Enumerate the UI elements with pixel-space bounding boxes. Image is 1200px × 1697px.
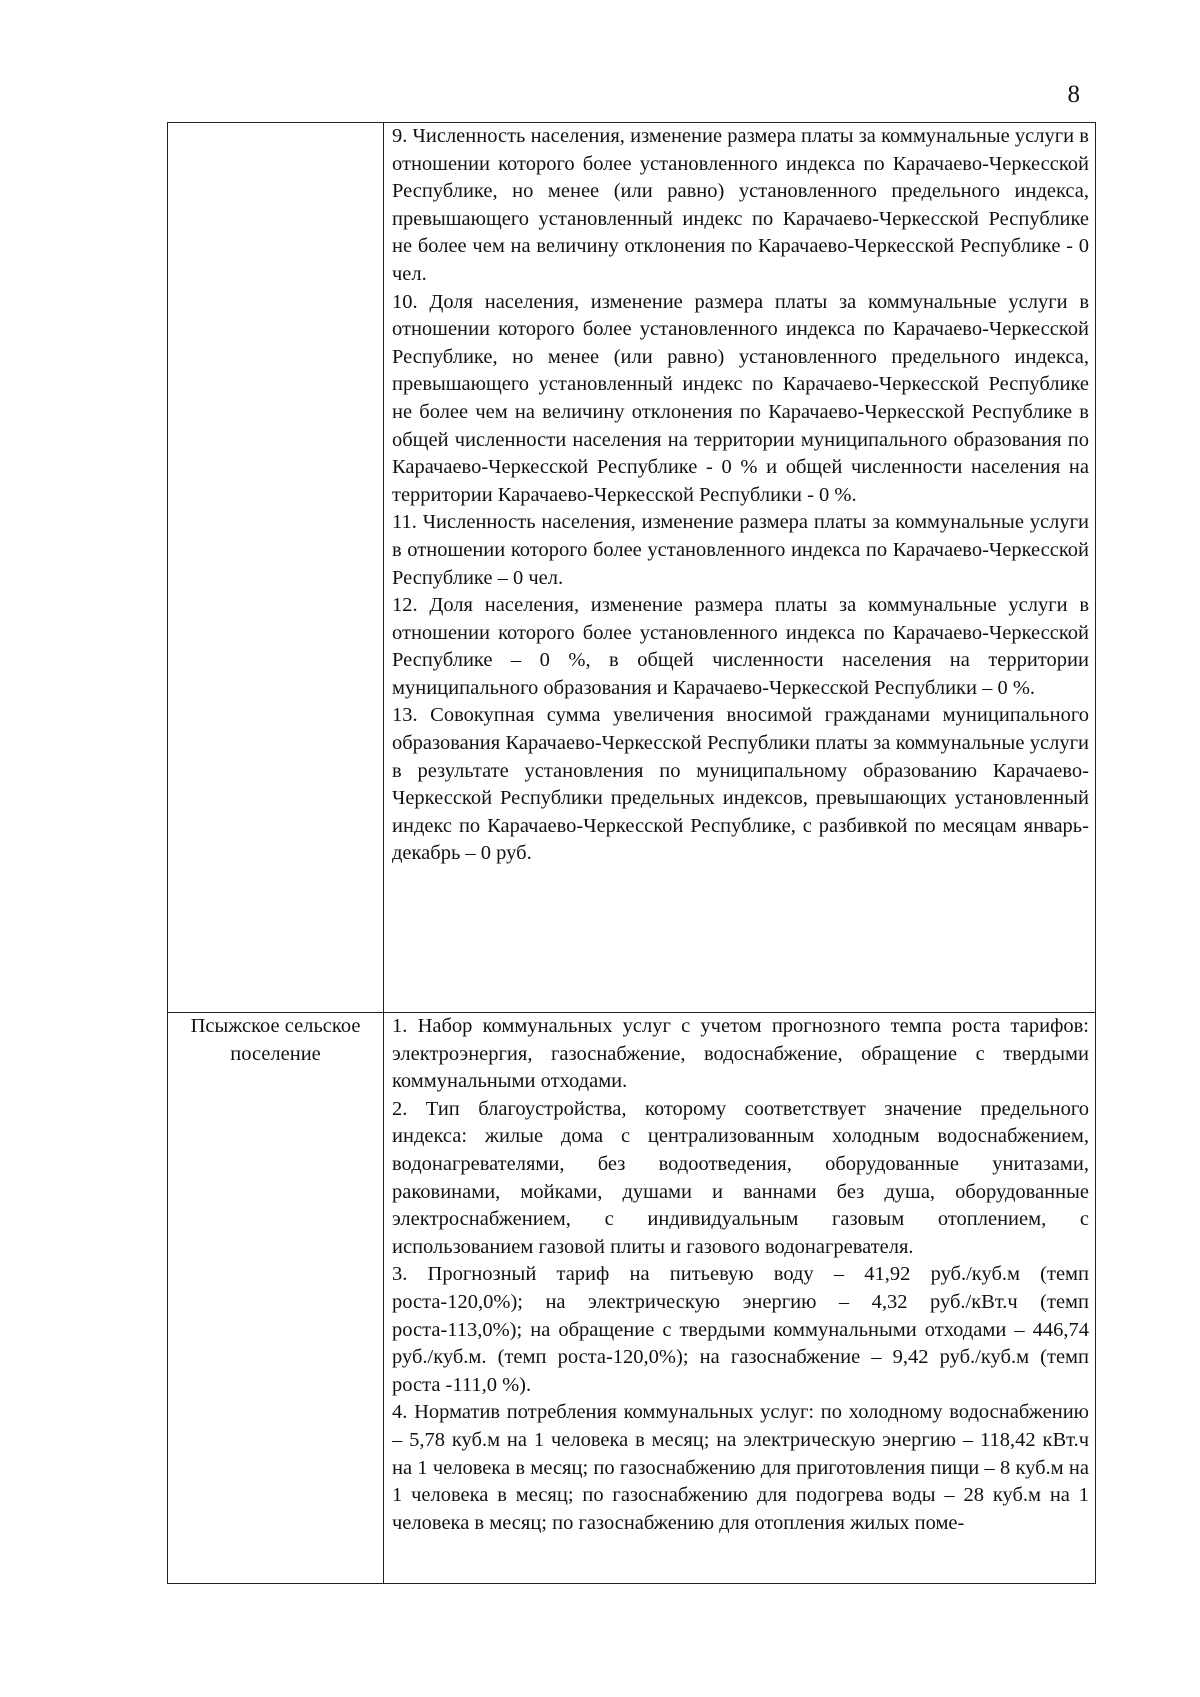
list-item: 13. Совокупная сумма увеличения вносимой гражданами муниципального образования Карачаево-Черкесской Республики платы за коммунальные услуги в результате установления по муниципальному образованию Карачаево-Черкесской Республики предельных индексов, превышающих установленный индекс по Карачаево-Черкесской Республике, с разбивкой по месяцам январь-декабрь – 0 руб. bbox=[392, 704, 1089, 865]
list-item: 11. Численность населения, изменение размера платы за коммунальные услуги в отношении которого более установленного индекса по Карачаево-Черкесской Республике – 0 чел. bbox=[392, 511, 1089, 589]
indicators-table bbox=[167, 122, 1096, 1584]
municipality-cell: Псыжское сельское поселение bbox=[168, 1013, 384, 1584]
indicators-cell bbox=[384, 123, 1096, 1013]
table-row bbox=[168, 1013, 1096, 1584]
list-item: 12. Доля населения, изменение размера платы за коммунальные услуги в отношении которого более установленного индекса по Карачаево-Черкесской Республике – 0 %, в общей численности населения на территории муниципального образования и Карачаево-Черкесской Республики – 0 %. bbox=[392, 594, 1089, 699]
list-item: 4. Норматив потребления коммунальных услуг: по холодному водоснабжению – 5,78 куб.м на 1 человека в месяц; на электрическую энергию – 118,42 кВт.ч на 1 человека в месяц; по газоснабжению для приготовления пищи – 8 куб.м на 1 человека в месяц; по газоснабжению для подогрева воды – 28 куб.м на 1 человека в месяц; по газоснабжению для отопления жилых поме- bbox=[392, 1401, 1089, 1534]
list-item: 3. Прогнозный тариф на питьевую воду – 41,92 руб./куб.м (темп роста-120,0%); на электрическую энергию – 4,32 руб./кВт.ч (темп роста-113,0%); на обращение с твердыми коммунальными отходами – 446,74 руб./куб.м. (темп роста-120,0%); на газоснабжение – 9,42 руб./куб.м (темп роста -111,0 %). bbox=[392, 1263, 1089, 1396]
municipality-cell bbox=[168, 123, 384, 1013]
list-item: 10. Доля населения, изменение размера платы за коммунальные услуги в отношении которого более установленного индекса по Карачаево-Черкесской Республике, но менее (или равно) установленного предельного индекса, превышающего установленный индекс по Карачаево-Черкесской Республике не более чем на величину отклонения по Карачаево-Черкесской Республике в общей численности населения на территории муниципального образования по Карачаево-Черкесской Республике - 0 % и общей численности населения на территории Карачаево-Черкесской Республики - 0 %. bbox=[392, 290, 1089, 506]
indicators-cell bbox=[384, 1013, 1096, 1584]
table-row bbox=[168, 123, 1096, 1013]
list-item: 1. Набор коммунальных услуг с учетом прогнозного темпа роста тарифов: электроэнергия, газоснабжение, водоснабжение, обращение с твердыми коммунальными отходами. bbox=[392, 1015, 1089, 1093]
page-number: 8 bbox=[1067, 81, 1080, 108]
list-item: 2. Тип благоустройства, которому соответствует значение предельного индекса: жилые дома с централизованным холодным водоснабжением, водонагревателями, без водоотведения, оборудованные унитазами, раковинами, мойками, душами и ваннами без душа, оборудованные электроснабжением, с индивидуальным газовым отоплением, с использованием газовой плиты и газового водонагревателя. bbox=[392, 1097, 1089, 1258]
list-item: 9. Численность населения, изменение размера платы за коммунальные услуги в отношении которого более установленного индекса по Карачаево-Черкесской Республике, но менее (или равно) установленного предельного индекса, превышающего установленный индекс по Карачаево-Черкесской Республике не более чем на величину отклонения по Карачаево-Черкесской Республике - 0 чел. bbox=[392, 125, 1089, 285]
